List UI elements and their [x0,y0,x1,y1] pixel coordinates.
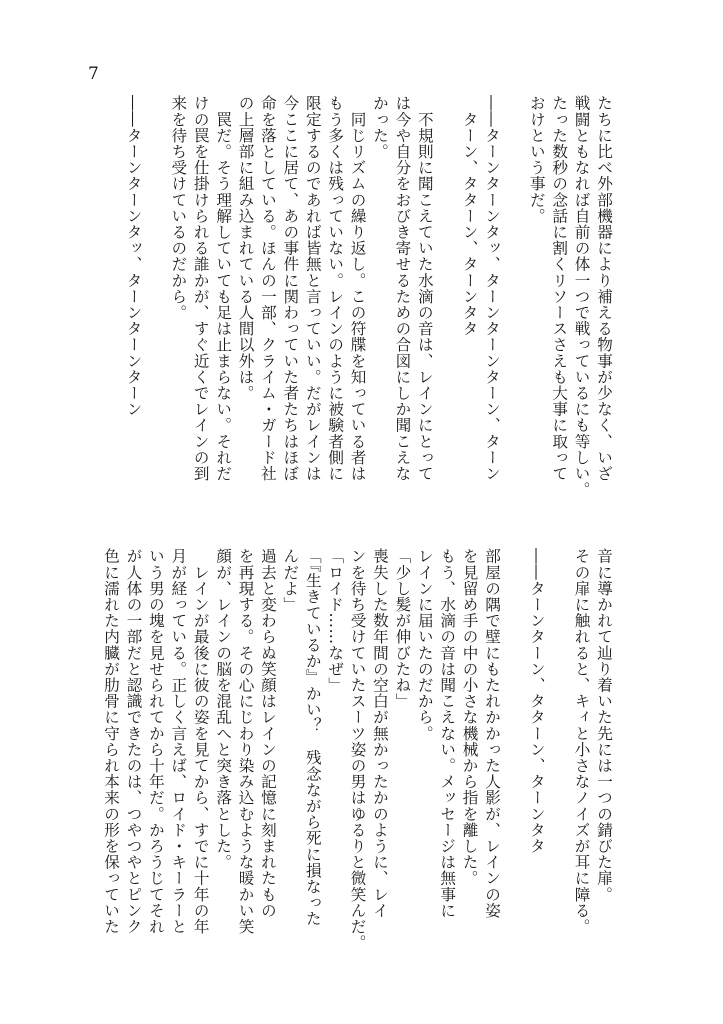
text-line: レインが最後に彼の姿を見てから、すでに十年の年 [191,548,210,935]
blank-line [503,95,525,525]
text-line: おけという事だ。 [527,95,546,224]
text-line: 月が経っている。正しく言えば、ロイド・キーラーと [169,548,188,935]
text-line: 限定するのであれば皆無と言っていい。だがレインは [303,95,322,482]
text-line: ンを待ち受けていたスーツ姿の男はゆるりと微笑んだ。 [348,548,367,951]
text-line: 「ロイド……なぜ」 [326,548,345,693]
text-line: ――ターンターンタッ、ターンターンターン、ターン [482,95,501,482]
text-line: ――ターンターンタッ、ターンターンターン [124,95,143,417]
text-line: 過去と変わらぬ笑顔はレインの記憶に刻まれたもの [258,548,277,919]
text-line: 音に導かれて辿り着いた先には一つの錆びた扉。 [595,548,613,903]
text-line: 来を待ち受けているのだから。 [169,95,188,321]
text-line: 罠だ。そう理解していても足は止まらない。それだ [214,95,233,482]
text-line: 「少し髪が伸びたね」 [393,548,412,709]
text-line: 「『生きているか』かい？ 残念ながら死に損なった [303,548,322,927]
text-line: 命を落としている。ほんの一部、クライム・ガード社 [258,95,277,482]
text-line: の上層部に組み込まれている人間以外は。 [236,95,255,401]
text-line: けの罠を仕掛けられる誰かが、すぐ近くでレインの到 [191,95,210,482]
text-line: かった。 [370,95,389,160]
text-line: を見留め手の中の小さな機械から指を離した。 [460,548,479,887]
text-line: 喪失した数年間の空白が無かったかのように、レイ [370,548,389,919]
text-line: 不規則に聞こえていた水滴の音は、レインにとって [415,95,434,482]
text-line: もう、水滴の音は聞こえない。メッセージは無事に [438,548,457,919]
text-line: 戦闘ともなれば自前の体一つで戦っているにも等しい。 [572,95,591,498]
blank-line [548,548,570,978]
text-line: レインに届いたのだから。 [415,548,434,742]
text-line: 部屋の隅で壁にもたれかかった人影が、レインの姿 [483,548,501,919]
text-line: 今ここに居て、あの事件に関わっていた者たちはほぼ [281,95,300,482]
text-line: もう多くは残っていない。レインのように被験者側に [326,95,345,482]
lower-text-block [100,548,615,978]
text-line: は今や自分をおびき寄せるための合図にしか聞こえな [393,95,412,482]
text-line: 色に濡れた内臓が肋骨に守られ本来の形を保っていた [102,548,121,935]
text-line: その扉に触れると、キィと小さなノイズが耳に障る。 [572,548,591,935]
text-line: たちに比べ外部機器により補える物事が少なく、いざ [595,95,613,482]
text-line: いう男の塊を見せられてから十年だ。かろうじてそれ [146,548,165,935]
text-line: ターン、タターン、ターンタタ [460,95,479,337]
text-line: ――ターンターン、タターン、ターンタタ [527,548,546,854]
text-line: を再現する。その心にじわり染み込むような暖かい笑 [236,548,255,935]
blank-line [436,95,458,525]
text-line: 同じリズムの繰り返し。この符牒を知っている者は [348,95,367,482]
text-line: が人体の一部だと認識できたのは、つやつやとピンク [124,548,143,935]
blank-line [503,548,525,978]
text-line: んだよ」 [281,548,300,613]
blank-line [145,95,167,525]
text-line: たった数秒の念話に割くリソースさえも大事に取って [550,95,569,482]
text-line: 顔が、レインの脳を混乱へと突き落とした。 [214,548,233,870]
page-number: 7 [88,64,99,84]
upper-text-block [122,95,615,525]
